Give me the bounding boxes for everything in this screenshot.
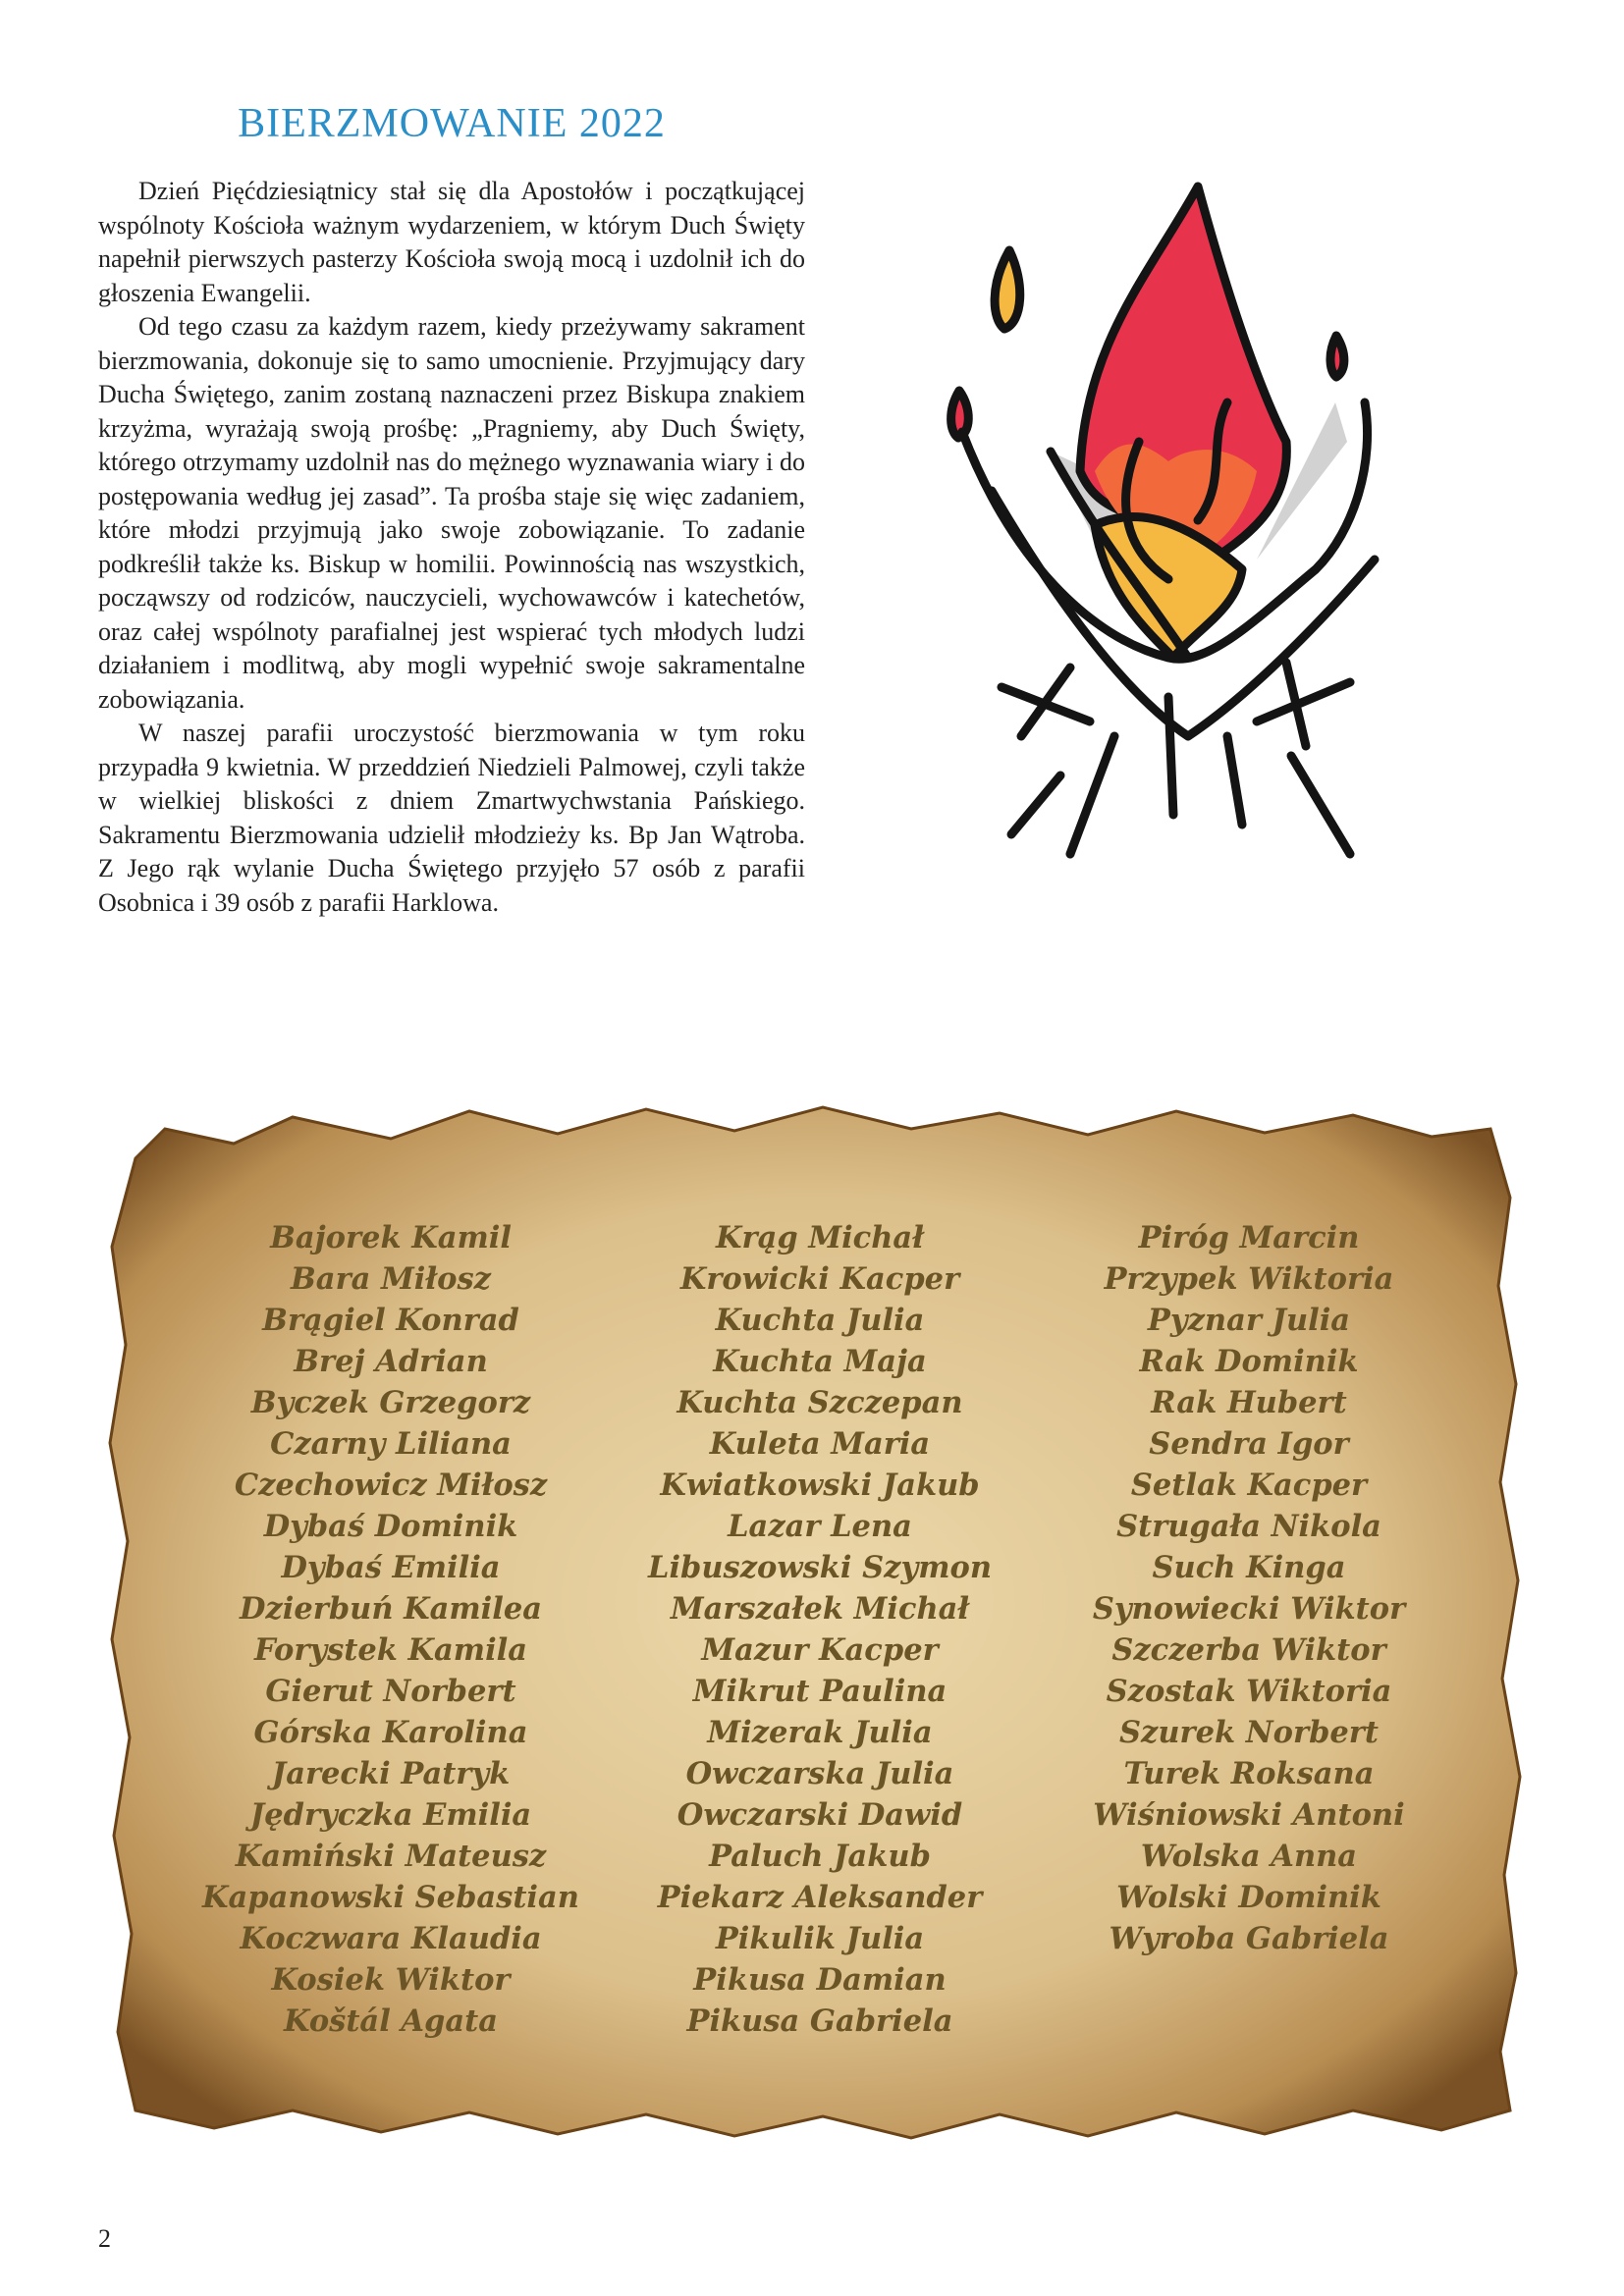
confirmand-name: Paluch Jakub — [709, 1839, 931, 1874]
names-column-2 — [606, 1217, 1034, 2042]
confirmand-name: Dybaś Dominik — [263, 1509, 518, 1544]
confirmand-name: Kuleta Maria — [709, 1426, 931, 1462]
article-paragraph: W naszej parafii uroczystość bierzmowania w tym roku przypadła 9 kwietnia. W przeddzień Niedzieli Palmowej, czyli także w wielkiej bliskości z dniem Zmartwychwstania Pańskiego. Sakramentu Bierzmowania udzielił młodzieży ks. Bp Jan Wątroba. Z Jego rąk wylanie Ducha Świętego przyjęło 57 osób z parafii Osobnica i 39 osób z parafii Harklowa. — [98, 719, 805, 917]
confirmand-name: Kuchta Julia — [715, 1303, 925, 1338]
confirmand-name: Brągiel Konrad — [262, 1303, 519, 1338]
confirmand-name: Piekarz Aleksander — [657, 1880, 983, 1915]
confirmand-name: Kosiek Wiktor — [271, 1962, 511, 1998]
confirmand-name: Mizerak Julia — [707, 1715, 933, 1750]
confirmand-name: Rak Dominik — [1139, 1344, 1359, 1379]
confirmand-name: Wolski Dominik — [1116, 1880, 1381, 1915]
small-flame-left-shape — [995, 250, 1020, 329]
confirmand-name: Pikusa Gabriela — [686, 2003, 953, 2039]
ray-left — [1070, 736, 1114, 854]
holy-spirit-flame-illustration — [903, 147, 1414, 942]
article-paragraph: Dzień Pięćdziesiątnicy stał się dla Apostołów i początkującej wspólnoty Kościoła ważnym wydarzeniem, w którym Duch Święty napełnił pierwszych pasterzy Kościoła swoją mocą i uzdolnił ich do głoszenia Ewangelii. — [98, 177, 805, 307]
confirmand-name: Jędryczka Emilia — [249, 1797, 532, 1833]
confirmand-name: Wyroba Gabriela — [1109, 1921, 1389, 1956]
confirmand-name: Koczwara Klaudia — [240, 1921, 542, 1956]
confirmand-name: Pikulik Julia — [715, 1921, 925, 1956]
confirmand-name: Kuchta Maja — [713, 1344, 927, 1379]
names-column-1 — [177, 1217, 605, 2042]
confirmand-name: Mazur Kacper — [701, 1632, 939, 1668]
confirmand-name: Rak Hubert — [1151, 1385, 1347, 1420]
confirmand-name: Libuszowski Szymon — [648, 1550, 992, 1585]
confirmand-name: Lazar Lena — [728, 1509, 912, 1544]
ray-right — [1227, 736, 1242, 825]
confirmand-name: Kuchta Szczepan — [677, 1385, 963, 1420]
confirmand-name: Dybaś Emilia — [281, 1550, 501, 1585]
cross-mark-right — [1257, 663, 1350, 746]
confirmand-name: Piróg Marcin — [1138, 1220, 1360, 1255]
small-flame-right-shape — [1330, 336, 1344, 377]
confirmand-name: Owczarski Dawid — [677, 1797, 963, 1833]
confirmand-name: Krąg Michał — [716, 1220, 924, 1255]
confirmand-name: Pikusa Damian — [693, 1962, 947, 1998]
article-paragraph: Od tego czasu za każdym razem, kiedy przeżywamy sakrament bierzmowania, dokonuje się to samo umocnienie. Przyjmujący dary Ducha Świętego, zanim zostaną naznaczeni przez Biskupa znakiem krzyżma, wyrażają swoją prośbę: „Pragniemy, aby Duch Święty, którego otrzymamy uzdolnił nas do mężnego wyznawania wiary i do postępowania według jej zasad”. Ta prośba staje się więc zadaniem, które młodzi przyjmują jako swoje zobowiązanie. To zadanie podkreślił także ks. Biskup w homilii. Powinnością nas wszystkich, począwszy od rodziców, nauczycieli, wychowawców i katechetów, oraz całej wspólnoty parafialnej jest wspierać tych młodych ludzi działaniem i modlitwą, aby mogli wypełnić swoje sakramentalne zobowiązania. — [98, 312, 805, 714]
confirmand-name: Setlak Kacper — [1130, 1468, 1368, 1503]
page-number: 2 — [98, 2224, 111, 2253]
confirmand-name: Brej Adrian — [294, 1344, 488, 1379]
confirmand-name: Such Kinga — [1152, 1550, 1346, 1585]
confirmation-names-list — [177, 1217, 1463, 2042]
confirmand-name: Mikrut Paulina — [692, 1674, 947, 1709]
cross-mark-left — [1001, 667, 1090, 736]
confirmand-name: Sendra Igor — [1149, 1426, 1349, 1462]
confirmand-name: Wolska Anna — [1140, 1839, 1358, 1874]
confirmand-name: Kamiński Mateusz — [235, 1839, 547, 1874]
names-column-3 — [1035, 1217, 1463, 2042]
confirmand-name: Czarny Liliana — [270, 1426, 512, 1462]
confirmand-name: Wiśniowski Antoni — [1093, 1797, 1405, 1833]
confirmand-name: Przypek Wiktoria — [1104, 1261, 1394, 1297]
confirmand-name: Kapanowski Sebastian — [202, 1880, 579, 1915]
confirmand-name: Górska Karolina — [253, 1715, 528, 1750]
confirmand-name: Kwiatkowski Jakub — [660, 1468, 980, 1503]
confirmand-name: Bajorek Kamil — [270, 1220, 512, 1255]
confirmand-name: Forystek Kamila — [253, 1632, 527, 1668]
confirmand-name: Strugała Nikola — [1116, 1509, 1381, 1544]
confirmand-name: Szczerba Wiktor — [1111, 1632, 1386, 1668]
confirmand-name: Szostak Wiktoria — [1106, 1674, 1392, 1709]
article-body — [98, 175, 805, 920]
confirmand-name: Krowicki Kacper — [679, 1261, 960, 1297]
confirmand-name: Koštál Agata — [283, 2003, 498, 2039]
confirmand-name: Czechowicz Miłosz — [234, 1468, 548, 1503]
confirmand-name: Szurek Norbert — [1119, 1715, 1379, 1750]
confirmand-name: Owczarska Julia — [685, 1756, 954, 1791]
confirmand-name: Jarecki Patryk — [271, 1756, 511, 1791]
ray-far-left — [1011, 775, 1060, 834]
confirmand-name: Bara Miłosz — [291, 1261, 491, 1297]
confirmand-name: Pyznar Julia — [1147, 1303, 1351, 1338]
ray-far-right — [1291, 756, 1350, 854]
confirmand-name: Marszałek Michał — [670, 1591, 970, 1627]
confirmand-name: Gierut Norbert — [265, 1674, 516, 1709]
confirmand-name: Turek Roksana — [1123, 1756, 1375, 1791]
ray-center — [1168, 697, 1173, 815]
confirmand-name: Byczek Grzegorz — [250, 1385, 531, 1420]
confirmand-name: Dzierbuń Kamilea — [239, 1591, 542, 1627]
confirmand-name: Synowiecki Wiktor — [1092, 1591, 1406, 1627]
article-title: BIERZMOWANIE 2022 — [238, 101, 666, 146]
